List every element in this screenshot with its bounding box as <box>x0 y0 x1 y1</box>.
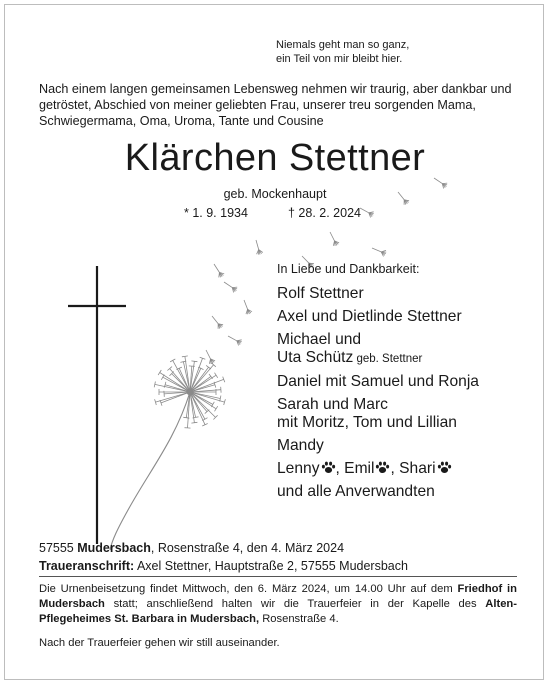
mourner-uta-note: geb. Stettner <box>353 353 423 366</box>
pet-lenny: Lenny <box>277 460 320 478</box>
mourner-sarah: Sarah und Marc <box>277 396 388 414</box>
mourner-uta <box>277 349 479 368</box>
mourning-address <box>39 557 408 575</box>
notice-text-2: statt; anschließend halten wir die Trauerfeier in der Kapelle des <box>104 597 486 610</box>
maiden-name: geb. Mockenhaupt <box>223 187 327 201</box>
birth-date: * 1. 9. 1934 <box>184 206 248 220</box>
mourners-heading: In Liebe und Dankbarkeit: <box>277 262 420 276</box>
paw-icon <box>375 461 390 474</box>
mourner-mandy: Mandy <box>277 437 324 455</box>
paw-icon <box>437 461 452 474</box>
deceased-name: Klärchen Stettner <box>124 137 426 179</box>
divider <box>39 576 517 577</box>
quote <box>276 38 409 66</box>
closing-line: Nach der Trauerfeier gehen wir still auseinander. <box>39 637 280 649</box>
address-label: Traueranschrift: <box>39 559 135 573</box>
mourners-list <box>277 285 479 502</box>
mourner-moritz: mit Moritz, Tom und Lillian <box>277 414 457 432</box>
place-city: Mudersbach <box>77 541 151 555</box>
pet-shari: , Shari <box>390 460 436 478</box>
pet-emil: , Emil <box>335 460 375 478</box>
mourner-rolf: Rolf Stettner <box>277 285 364 302</box>
place-block <box>39 539 408 575</box>
place-rest: , Rosenstraße 4, den 4. März 2024 <box>150 541 345 555</box>
place-zip: 57555 <box>39 541 78 555</box>
notice-care-home: Alten-Pflegeheimes St. Barbara in Mudersbach, <box>39 597 517 625</box>
notice-text-1: Die Urnenbeisetzung findet Mittwoch, den 6. März 2024, um 14.00 Uhr auf dem <box>39 583 458 595</box>
intro-text: Nach einem langen gemeinsamen Lebensweg nehmen wir traurig, aber dankbar und getröstet, Abschied von meiner geliebten Frau, unserer treu sorgenden Mama, Schwiegermama, Oma, Uroma, Tante und Cousine <box>39 82 512 128</box>
death-date: † 28. 2. 2024 <box>288 206 361 220</box>
quote-line-2: ein Teil von mir bleibt hier. <box>276 53 403 65</box>
mourner-axel: Axel und Dietlinde Stettner <box>277 307 462 325</box>
quote-line-1: Niemals geht man so ganz, <box>276 39 410 51</box>
notice-cemetery: Friedhof in Mudersbach <box>39 583 517 610</box>
address-text: Axel Stettner, Hauptstraße 2, 57555 Mudersbach <box>134 559 408 573</box>
paw-icon <box>321 461 336 474</box>
mourner-michael: Michael und <box>277 330 362 348</box>
notice-text-3: Rosenstraße 4. <box>259 612 339 625</box>
mourner-daniel: Daniel mit Samuel und Ronja <box>277 373 479 391</box>
place-date-line <box>39 539 408 557</box>
funeral-notice <box>39 582 517 626</box>
mourner-pets <box>277 460 479 478</box>
mourner-uta-name: Uta Schütz <box>277 349 354 367</box>
mourner-all: und alle Anverwandten <box>277 483 435 501</box>
